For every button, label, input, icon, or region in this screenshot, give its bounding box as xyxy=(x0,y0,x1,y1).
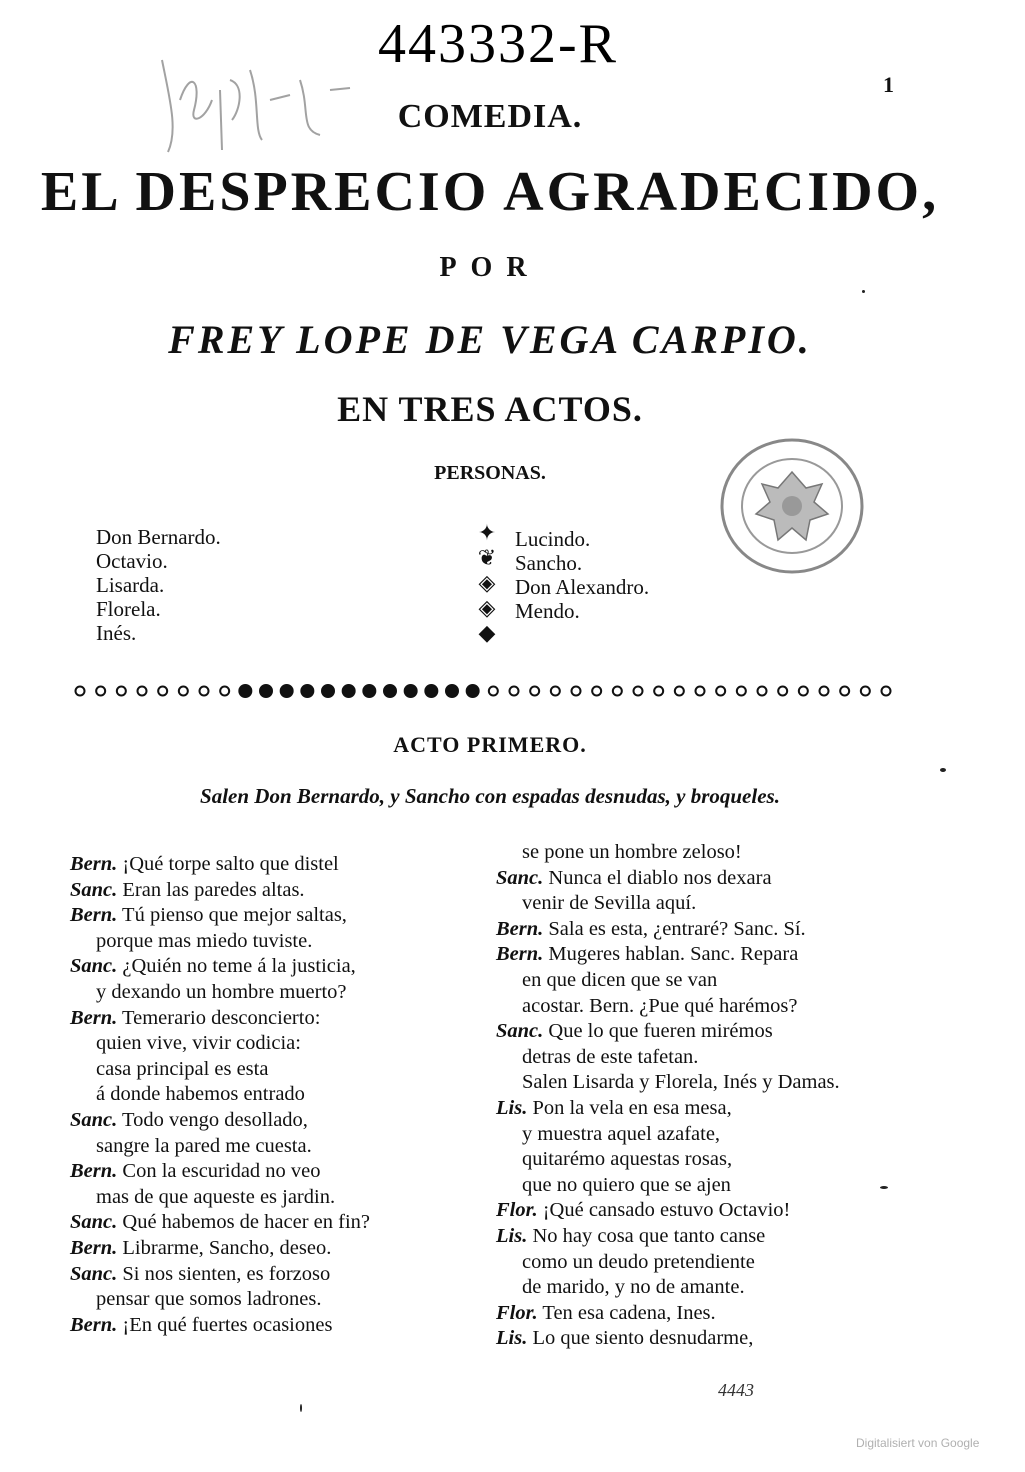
verse-text: Nunca el diablo nos dexara xyxy=(548,866,772,889)
speaker-name: Sanc. xyxy=(70,1108,118,1131)
stage-direction: Salen Don Bernardo, y Sancho con espadas desnudas, y broqueles. xyxy=(200,784,780,808)
ornament-bead xyxy=(138,687,147,696)
ornament-bead xyxy=(158,687,167,696)
verse-line xyxy=(496,1275,916,1301)
verse-line xyxy=(496,866,916,892)
verse-text: como un deudo pretendiente xyxy=(522,1250,755,1273)
ornament-bead xyxy=(716,687,725,696)
fleuron-column-ornament: ✦ ❦ ◈ ◈ ◆ xyxy=(477,520,497,645)
verse-text: Librarme, Sancho, deseo. xyxy=(122,1236,332,1259)
verse-text: porque mas miedo tuviste. xyxy=(96,929,313,952)
play-title: EL DESPRECIO AGRADECIDO, xyxy=(40,161,940,223)
library-stamp-seal xyxy=(718,436,866,576)
speaker-name: Bern. xyxy=(70,1160,118,1183)
verse-line xyxy=(70,1108,470,1134)
verse-text: Eran las paredes altas. xyxy=(122,878,305,901)
verse-line xyxy=(496,1173,916,1199)
verse-text: ¡Qué cansado estuvo Octavio! xyxy=(542,1199,791,1222)
shelfmark: 443332-R xyxy=(378,13,618,75)
verse-text: Salen Lisarda y Florela, Inés y Damas. xyxy=(522,1071,840,1094)
ornament-bead xyxy=(301,685,313,697)
verse-text: Temerario desconcierto: xyxy=(122,1006,321,1029)
author-name: FREY LOPE DE VEGA CARPIO. xyxy=(168,317,812,362)
verse-text: Todo vengo desollado, xyxy=(122,1108,308,1131)
cast-member: Octavio. xyxy=(96,549,168,573)
ornament-bead xyxy=(696,687,705,696)
page-mark: 1 xyxy=(883,72,894,97)
speaker-name: Sanc. xyxy=(70,878,118,901)
digitization-watermark: Digitalisiert von Google xyxy=(856,1436,980,1450)
verse-text: quitarémo aquestas rosas, xyxy=(522,1148,733,1171)
verse-line xyxy=(496,1250,916,1276)
verse-text: Que lo que fueren mirémos xyxy=(548,1020,773,1043)
cast-member: Don Alexandro. xyxy=(515,575,650,599)
dialogue-column-left xyxy=(70,852,470,1338)
ornament-bead xyxy=(220,687,229,696)
verse-text: Qué habemos de hacer en fin? xyxy=(122,1211,370,1234)
verse-text: y dexando un hombre muerto? xyxy=(96,980,347,1003)
ornament-bead xyxy=(405,685,417,697)
verse-line xyxy=(496,1045,916,1071)
ornament-bead xyxy=(343,685,355,697)
verse-line xyxy=(70,1185,470,1211)
verse-line xyxy=(70,1159,470,1185)
verse-line xyxy=(70,852,470,878)
speaker-name: Sanc. xyxy=(496,866,544,889)
ornament-bead xyxy=(260,685,272,697)
verse-text: venir de Sevilla aquí. xyxy=(522,892,697,915)
verse-text: Mugeres hablan. Sanc. Repara xyxy=(548,943,799,966)
speaker-name: Bern. xyxy=(496,917,544,940)
verse-line xyxy=(70,980,470,1006)
ornament-bead xyxy=(820,687,829,696)
ornament-bead xyxy=(530,687,539,696)
speaker-name: Flor. xyxy=(496,1199,538,1222)
verse-line xyxy=(496,917,916,943)
ornament-bead xyxy=(861,687,870,696)
verse-line xyxy=(70,1262,470,1288)
verse-line xyxy=(70,1313,470,1339)
ornament-bead xyxy=(882,687,891,696)
ornament-bead xyxy=(758,687,767,696)
verse-text: No hay cosa que tanto canse xyxy=(532,1224,766,1247)
speaker-name: Sanc. xyxy=(496,1020,544,1043)
verse-line xyxy=(496,1147,916,1173)
ornament-bead xyxy=(425,685,437,697)
verse-text: quien vive, vivir codicia: xyxy=(96,1032,301,1055)
cast-list-right xyxy=(515,527,649,623)
cast-list-left xyxy=(96,525,221,645)
speaker-name: Sanc. xyxy=(70,1262,118,1285)
verse-text: de marido, y no de amante. xyxy=(522,1276,745,1299)
ornament-bead xyxy=(799,687,808,696)
verse-text: Sala es esta, ¿entraré? Sanc. Sí. xyxy=(548,917,806,940)
cast-member: Florela. xyxy=(96,597,161,621)
verse-line xyxy=(70,1006,470,1032)
by-line: POR xyxy=(439,252,541,283)
verse-line xyxy=(70,1082,470,1108)
cast-member: Mendo. xyxy=(515,599,580,623)
verse-line xyxy=(70,1210,470,1236)
ornament-bead xyxy=(737,687,746,696)
verse-line xyxy=(496,1224,916,1250)
handwritten-folio-note: 4443 xyxy=(718,1380,754,1400)
verse-line xyxy=(70,1031,470,1057)
verse-line xyxy=(70,1057,470,1083)
print-speck xyxy=(300,1404,302,1412)
ornament-bead xyxy=(510,687,519,696)
ornament-bead xyxy=(96,687,105,696)
verse-text: detras de este tafetan. xyxy=(522,1045,699,1068)
verse-line xyxy=(496,1301,916,1327)
ornament-bead xyxy=(76,687,85,696)
verse-text: ¿Quién no teme á la justicia, xyxy=(122,955,356,978)
verse-line xyxy=(496,1096,916,1122)
ornament-bead xyxy=(281,685,293,697)
ornament-bead xyxy=(592,687,601,696)
verse-line xyxy=(496,1019,916,1045)
verse-line xyxy=(496,1122,916,1148)
ornament-bead xyxy=(489,687,498,696)
verse-text: sangre la pared me cuesta. xyxy=(96,1134,312,1157)
ornament-bead xyxy=(654,687,663,696)
verse-text: pensar que somos ladrones. xyxy=(96,1288,322,1311)
verse-text: que no quiero que se ajen xyxy=(522,1173,731,1196)
verse-text: Con la escuridad no veo xyxy=(122,1160,321,1183)
speaker-name: Bern. xyxy=(70,1006,118,1029)
verse-line xyxy=(496,1070,916,1096)
speaker-name: Sanc. xyxy=(70,955,118,978)
verse-text: casa principal es esta xyxy=(96,1057,269,1080)
ornament-bead xyxy=(634,687,643,696)
verse-line xyxy=(70,903,470,929)
ornament-bead xyxy=(322,685,334,697)
verse-line xyxy=(70,878,470,904)
ornament-bead xyxy=(467,685,479,697)
cast-member: Sancho. xyxy=(515,551,583,575)
verse-text: á donde habemos entrado xyxy=(96,1083,305,1106)
cast-member: Lucindo. xyxy=(515,527,591,551)
ornament-bead xyxy=(675,687,684,696)
verse-line xyxy=(496,891,916,917)
speaker-name: Bern. xyxy=(70,904,118,927)
ornament-bead xyxy=(200,687,209,696)
ornament-bead xyxy=(384,685,396,697)
ornament-bead xyxy=(572,687,581,696)
cast-member: Inés. xyxy=(96,621,137,645)
verse-line xyxy=(496,994,916,1020)
verse-line xyxy=(496,1198,916,1224)
speaker-name: Lis. xyxy=(496,1096,528,1119)
speaker-name: Bern. xyxy=(70,1236,118,1259)
ornament-bead xyxy=(778,687,787,696)
speaker-name: Bern. xyxy=(496,943,544,966)
verse-text: Lo que siento desnudarme, xyxy=(532,1327,754,1350)
ornament-bead xyxy=(363,685,375,697)
verse-text: mas de que aqueste es jardin. xyxy=(96,1185,336,1208)
print-speck xyxy=(940,768,946,772)
act-heading: ACTO PRIMERO. xyxy=(393,732,587,757)
ornament-bead xyxy=(239,685,251,697)
ornament-bead xyxy=(613,687,622,696)
speaker-name: Bern. xyxy=(70,1313,118,1336)
verse-line xyxy=(496,840,916,866)
print-speck xyxy=(880,1186,888,1189)
speaker-name: Flor. xyxy=(496,1301,538,1324)
verse-line xyxy=(70,1134,470,1160)
verse-line xyxy=(70,954,470,980)
personas-heading: PERSONAS. xyxy=(434,462,546,484)
verse-text: se pone un hombre zeloso! xyxy=(522,841,742,863)
ornament-bead xyxy=(117,687,126,696)
verse-text: Si nos sienten, es forzoso xyxy=(122,1262,331,1285)
verse-text: ¡En qué fuertes ocasiones xyxy=(122,1313,333,1336)
speaker-name: Bern. xyxy=(70,853,118,875)
print-speck xyxy=(862,290,865,293)
ornament-bead xyxy=(551,687,560,696)
verse-text: Pon la vela en esa mesa, xyxy=(532,1096,732,1119)
verse-text: en que dicen que se van xyxy=(522,968,718,991)
verse-text: y muestra aquel azafate, xyxy=(522,1122,721,1145)
cast-member: Don Bernardo. xyxy=(96,525,221,549)
verse-text: ¡Qué torpe salto que distel xyxy=(122,853,339,875)
verse-text: acostar. Bern. ¿Pue qué harémos? xyxy=(522,994,798,1017)
acts-line: EN TRES ACTOS. xyxy=(337,389,643,429)
ornament-bead xyxy=(840,687,849,696)
speaker-name: Lis. xyxy=(496,1224,528,1247)
ornamental-divider xyxy=(68,680,898,702)
verse-line xyxy=(496,1326,916,1352)
verse-line xyxy=(70,929,470,955)
verse-line xyxy=(70,1236,470,1262)
genre-heading: COMEDIA. xyxy=(397,98,583,135)
verse-line xyxy=(496,942,916,968)
verse-line xyxy=(496,968,916,994)
speaker-name: Lis. xyxy=(496,1327,528,1350)
verse-line xyxy=(70,1287,470,1313)
verse-text: Ten esa cadena, Ines. xyxy=(542,1301,716,1324)
ornament-bead xyxy=(446,685,458,697)
dialogue-column-right xyxy=(496,840,916,1352)
verse-text: Tú pienso que mejor saltas, xyxy=(122,904,347,927)
ornament-bead xyxy=(179,687,188,696)
speaker-name: Sanc. xyxy=(70,1211,118,1234)
cast-member: Lisarda. xyxy=(96,573,165,597)
